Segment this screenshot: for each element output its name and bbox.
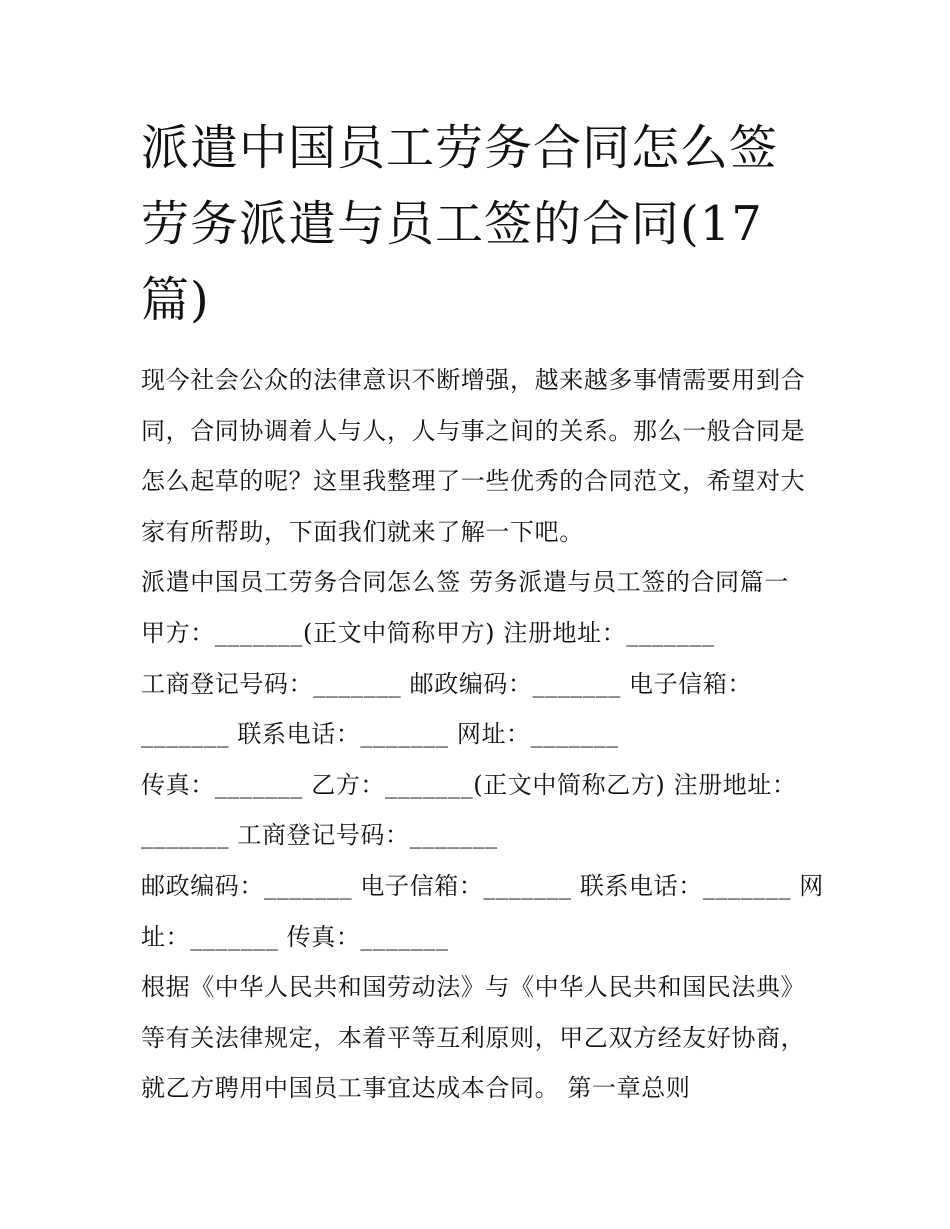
body-line: 现今社会公众的法律意识不断增强，越来越多事情需要用到合 bbox=[141, 366, 806, 394]
body-line: 甲方：_______(正文中简称甲方) 注册地址：_______ bbox=[141, 618, 715, 647]
body-line: 就乙方聘用中国员工事宜达成本合同。 第一章总则 bbox=[141, 1074, 691, 1103]
document-title bbox=[141, 110, 841, 338]
body-line: 家有所帮助，下面我们就来了解一下吧。 bbox=[141, 517, 584, 546]
title-line: 劳务派遣与员工签的合同(17 bbox=[141, 196, 763, 252]
body-line: 工商登记号码：_______ 邮政编码：_______ 电子信箱： bbox=[141, 669, 753, 698]
body-line: 邮政编码：_______ 电子信箱：_______ 联系电话：_______ 网 bbox=[141, 871, 824, 900]
section-heading: 派遣中国员工劳务合同怎么签 劳务派遣与员工签的合同篇一 bbox=[141, 568, 789, 597]
body-line: 址：_______ 传真：_______ bbox=[141, 922, 449, 951]
document-body bbox=[141, 355, 861, 1114]
body-line: 怎么起草的呢？这里我整理了一些优秀的合同范文，希望对大 bbox=[141, 467, 806, 496]
title-line: 篇) bbox=[141, 272, 210, 328]
body-line: _______ 工商登记号码：_______ bbox=[141, 821, 498, 850]
body-line: 等有关法律规定，本着平等互利原则，甲乙双方经友好协商， bbox=[141, 1023, 806, 1052]
body-line: 根据《中华人民共和国劳动法》与《中华人民共和国民法典》 bbox=[141, 973, 806, 1002]
body-line: 同，合同协调着人与人，人与事之间的关系。那么一般合同是 bbox=[141, 416, 806, 445]
title-line: 派遣中国员工劳务合同怎么签 bbox=[141, 120, 779, 176]
body-line: _______ 联系电话：_______ 网址：_______ bbox=[141, 720, 619, 749]
body-line: 传真：_______ 乙方：_______(正文中简称乙方) 注册地址： bbox=[141, 770, 797, 799]
